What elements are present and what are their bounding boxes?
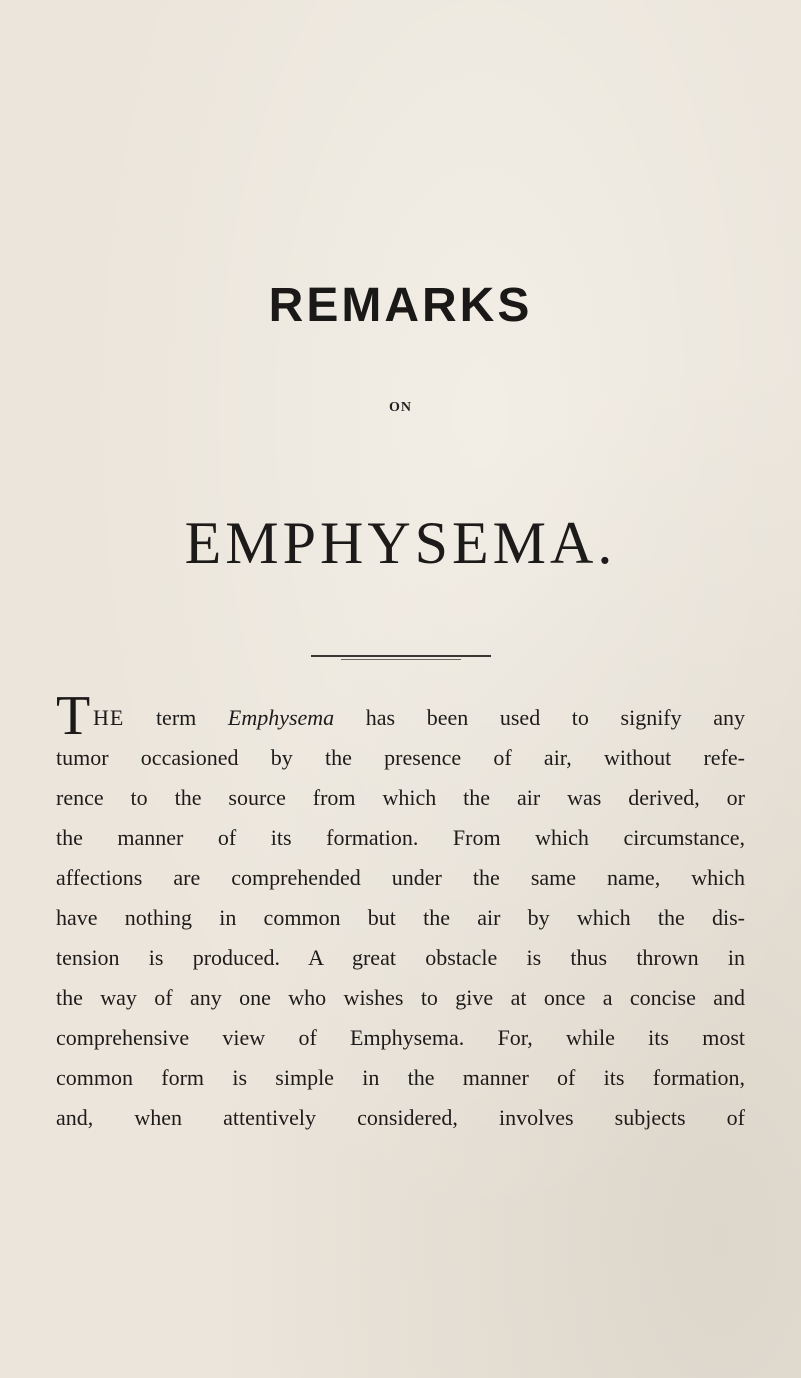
paragraph-line: tension is produced. A great obstacle is thus thrown in (56, 945, 745, 970)
paragraph-line: common form is simple in the manner of its formation, (56, 1065, 745, 1090)
paragraph-line: the way of any one who wishes to give at once a concise and (56, 985, 745, 1010)
paragraph-line: comprehensive view of Emphysema. For, while its most (56, 1025, 745, 1050)
paragraph-line: have nothing in common but the air by which the dis- (56, 905, 745, 930)
italic-term: Emphysema (227, 705, 335, 730)
decorative-rule (311, 655, 491, 657)
paragraph-line: the manner of its formation. From which circumstance, (56, 825, 745, 850)
paragraph-first-line (93, 698, 745, 738)
paragraph-line: affections are comprehended under the same name, which (56, 865, 745, 890)
paragraph-line: tumor occasioned by the presence of air, without refe- (56, 745, 745, 770)
first-line-text-a: term (155, 705, 197, 730)
first-line-text-b: has been used to signify any (365, 705, 746, 730)
page-title: REMARKS (268, 279, 533, 332)
opening-word: HE (93, 705, 125, 730)
subject-title: EMPHYSEMA. (184, 510, 617, 576)
paragraph-line: and, when attentively considered, involves subjects of (56, 1105, 745, 1130)
paragraph-line: rence to the source from which the air was derived, or (56, 785, 745, 810)
drop-cap: T (56, 685, 91, 747)
title-connector: ON (389, 400, 412, 415)
